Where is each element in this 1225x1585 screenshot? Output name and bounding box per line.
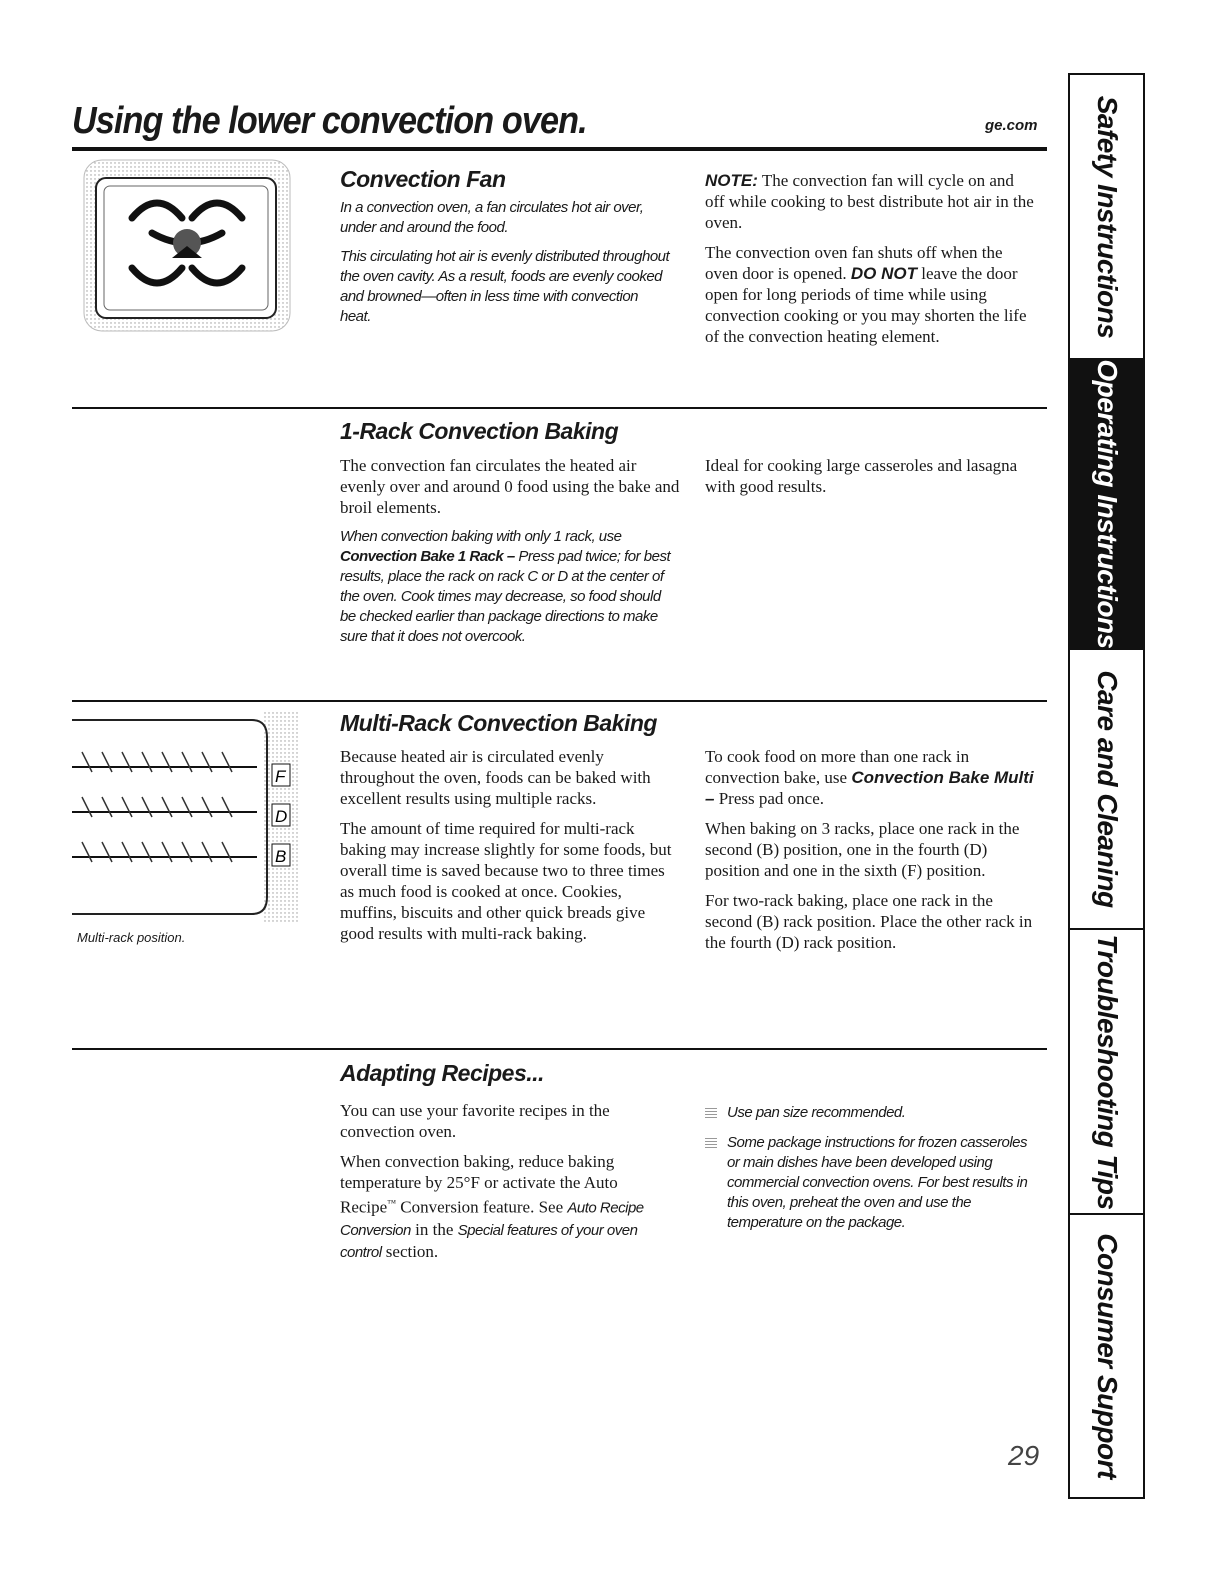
section-tabs — [1068, 73, 1145, 1499]
website-label: ge.com — [985, 117, 1038, 134]
do-not-emphasis: DO NOT — [850, 264, 917, 283]
multi-rack-right-p1 — [705, 746, 1035, 809]
section-divider — [72, 700, 1047, 702]
one-rack-right-p1: Ideal for cooking large casseroles and lasagna with good results. — [705, 456, 1018, 496]
section-divider — [72, 407, 1047, 409]
convection-fan-door-note — [705, 242, 1035, 347]
multi-rack-heading: Multi-Rack Convection Baking — [340, 710, 657, 736]
adapting-p1: You can use your favorite recipes in the convection oven. — [340, 1101, 610, 1141]
tab-operating-instructions[interactable] — [1070, 360, 1143, 650]
bullet-item — [705, 1103, 1040, 1123]
tab-troubleshooting-tips[interactable] — [1070, 930, 1143, 1215]
one-rack-p1: The convection fan circulates the heated air evenly over and around 0 food using the bake and broil elements. — [340, 456, 680, 517]
tab-consumer-support[interactable] — [1070, 1215, 1143, 1497]
bullet-text: Some package instructions for frozen casseroles or main dishes have been developed using commercial convection ovens. For best results in this oven, preheat the oven and use the temperature on the package. — [727, 1134, 1028, 1231]
convection-bake-multi-label: Convection Bake Multi – — [705, 768, 1034, 808]
header-rule — [72, 147, 1047, 151]
convection-fan-illustration — [82, 158, 292, 333]
convection-fan-p2: This circulating hot air is evenly distributed throughout the oven cavity. As a result, foods are evenly cooked and browned—often in less time with convection heat. — [340, 248, 670, 325]
convection-fan-note — [705, 170, 1035, 233]
multi-rack-right-p1-a: To cook food on more than one rack in convection bake, use — [705, 747, 970, 787]
auto-recipe-conversion-ref: Conversion — [340, 1221, 411, 1239]
multi-rack-p2: The amount of time required for multi-rack baking may increase slightly for some foods, but overall time is saved because two to three times as much food is cooked at once. Cookies, muffins, biscuits and other quick breads give good results with multi-rack baking. — [340, 819, 672, 943]
bullet-icon — [705, 1137, 717, 1148]
multi-rack-right-p2: When baking on 3 racks, place one rack in the second (B) position, one in the fourth (D) position and one in the sixth (F) position. — [705, 819, 1020, 880]
adapting-p2-b: Conversion feature. See — [396, 1197, 568, 1217]
rack-label-b: B — [275, 847, 287, 866]
note-text: The convection fan will cycle on and off while cooking to best distribute hot air in the oven. — [705, 171, 1034, 232]
rack-label-f: F — [275, 767, 286, 786]
multi-rack-illustration — [72, 712, 300, 922]
one-rack-p2 — [340, 527, 680, 647]
page-number: 29 — [1008, 1440, 1040, 1471]
bullet-icon — [705, 1107, 717, 1118]
trademark-mark: ™ — [387, 1198, 397, 1208]
adapting-left-text — [340, 1100, 675, 1272]
bullet-text: Use pan size recommended. — [727, 1104, 906, 1121]
multi-rack-right-p1-c: Press pad once. — [714, 789, 824, 808]
convection-fan-left-text — [340, 198, 670, 336]
one-rack-p2-c: Press pad twice; for best results, place the rack on rack C or D at the center of the oven. Cook times may decrease, so food should be checked earlier than package directions to make sure that it does not overcook. — [340, 548, 671, 645]
convection-fan-heading: Convection Fan — [340, 166, 506, 192]
note-label: NOTE: — [705, 171, 758, 190]
tab-care-and-cleaning[interactable] — [1070, 650, 1143, 930]
tab-label: Safety Instructions — [1091, 95, 1123, 338]
page-title: Using the lower convection oven. — [72, 100, 587, 142]
multi-rack-right-p3: For two-rack baking, place one rack in the second (B) rack position. Place the other rack in the fourth (D) rack position. — [705, 891, 1033, 952]
convection-fan-right-text — [705, 170, 1035, 356]
multi-rack-caption: Multi-rack position. — [77, 930, 186, 945]
door-note-text-b: leave the door open for long periods of time while using convection cooking or you may shorten the life of the convection heating element. — [705, 264, 1027, 346]
multi-rack-right-text — [705, 746, 1035, 962]
tab-safety-instructions[interactable] — [1070, 75, 1143, 360]
one-rack-left-text — [340, 455, 680, 656]
tab-label: Troubleshooting Tips — [1091, 933, 1123, 1210]
section-divider — [72, 1048, 1047, 1050]
door-note-text-a: The convection oven fan shuts off when the oven door is opened. — [705, 243, 1003, 283]
adapting-right-bullets — [705, 1103, 1040, 1243]
multi-rack-p1: Because heated air is circulated evenly throughout the oven, foods can be baked with excellent results using multiple racks. — [340, 747, 651, 808]
one-rack-heading: 1-Rack Convection Baking — [340, 418, 619, 444]
multi-rack-left-text — [340, 746, 675, 953]
auto-recipe-ref: Auto Recipe — [567, 1199, 644, 1217]
special-features-ref: Special features of your oven control — [340, 1221, 638, 1261]
tab-label: Care and Cleaning — [1091, 670, 1123, 908]
adapting-recipes-heading: Adapting Recipes... — [340, 1060, 544, 1086]
adapting-p2-a: When convection baking, reduce baking temperature by 25°F or activate the Auto Recipe — [340, 1152, 618, 1217]
tab-label: Operating Instructions — [1091, 359, 1123, 649]
rack-label-d: D — [275, 807, 288, 826]
adapting-p2 — [340, 1151, 675, 1263]
tab-label: Consumer Support — [1091, 1233, 1123, 1479]
adapting-p2-g: section. — [381, 1241, 439, 1261]
one-rack-right-text — [705, 455, 1035, 506]
one-rack-p2-a: When convection baking with only 1 rack, use — [340, 528, 622, 545]
convection-fan-p1: In a convection oven, a fan circulates hot air over, under and around the food. — [340, 199, 644, 236]
convection-bake-1-rack-label: Convection Bake 1 Rack – — [340, 548, 515, 565]
adapting-p2-e: in the — [410, 1219, 458, 1239]
bullet-item — [705, 1133, 1040, 1233]
